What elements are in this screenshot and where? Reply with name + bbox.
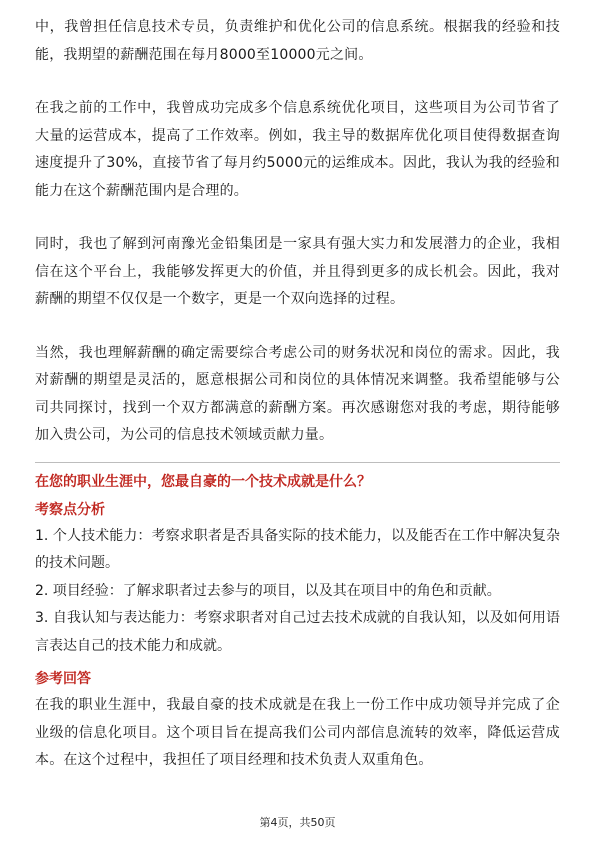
analysis-item-3: 3. 自我认知与表达能力：考察求职者对自己过去技术成就的自我认知，以及如何用语言表达自己的技术能力和成就。 xyxy=(35,610,560,654)
body-paragraph-3: 同时，我也了解到河南豫光金铅集团是一家具有强大实力和发展潜力的企业，我相信在这个平台上，我能够发挥更大的价值，并且得到更多的成长机会。因此，我对薪酬的期望不仅仅是一个数字，更是一个双向选择的过程。 xyxy=(35,236,560,307)
body-paragraph-2: 在我之前的工作中，我曾成功完成多个信息系统优化项目，这些项目为公司节省了大量的运营成本，提高了工作效率。例如，我主导的数据库优化项目使得数据查询速度提升了30%，直接节省了每月约5000元的运维成本。因此，我认为我的经验和能力在这个薪酬范围内是合理的。 xyxy=(35,100,560,199)
page-number: 第4页，共50页 xyxy=(259,816,336,829)
document-page xyxy=(35,14,560,775)
body-paragraph-4: 当然，我也理解薪酬的确定需要综合考虑公司的财务状况和岗位的需求。因此，我对薪酬的期望是灵活的，愿意根据公司和岗位的具体情况来调整。我希望能够与公司共同探讨，找到一个双方都满意的薪酬方案。再次感谢您对我的考虑，期待能够加入贵公司，为公司的信息技术领域贡献力量。 xyxy=(35,344,560,443)
body-paragraph-1: 中，我曾担任信息技术专员，负责维护和优化公司的信息系统。根据我的经验和技能，我期望的薪酬范围在每月8000至10000元之间。 xyxy=(35,19,560,63)
section-divider xyxy=(35,462,560,463)
reference-answer: 在我的职业生涯中，我最自豪的技术成就是在我上一份工作中成功领导并完成了企业级的信息化项目。这个项目旨在提高我们公司内部信息流转的效率，降低运营成本。在这个过程中，我担任了项目经理和技术负责人双重角色。 xyxy=(35,697,560,768)
analysis-item-2: 2. 项目经验：了解求职者过去参与的项目，以及其在项目中的角色和贡献。 xyxy=(35,582,501,599)
analysis-title: 考察点分析 xyxy=(35,501,105,518)
reference-title: 参考回答 xyxy=(35,671,91,687)
question-heading: 在您的职业生涯中，您最自豪的一个技术成就是什么？ xyxy=(35,473,371,490)
analysis-item-1: 1. 个人技术能力：考察求职者是否具备实际的技术能力，以及能否在工作中解决复杂的技术问题。 xyxy=(35,527,560,571)
